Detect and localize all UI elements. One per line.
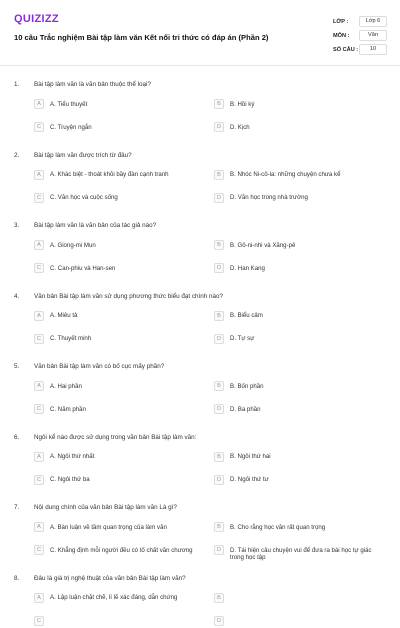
question-number: 1. xyxy=(14,81,20,88)
option-letter-box[interactable]: A xyxy=(34,522,44,532)
question-number: 4. xyxy=(14,292,20,300)
question-number: 3. xyxy=(14,222,20,229)
option-text: A. Bàn luận về tầm quan trọng của làm văn xyxy=(50,523,167,531)
option-letter-box[interactable]: A xyxy=(34,170,44,180)
question-text: Bài tập làm văn được trích từ đâu? xyxy=(34,151,132,159)
option-letter-box[interactable]: B xyxy=(214,311,224,321)
option-text: A. Giong-mi Mun xyxy=(50,241,96,249)
question-text: Ngôi kể nào được sử dụng trong văn bản Bài tập làm văn: xyxy=(34,433,197,441)
meta-subject-value: Văn xyxy=(359,30,387,41)
option-letter-box[interactable]: D xyxy=(214,545,224,555)
option-letter-box[interactable]: A xyxy=(34,593,44,603)
option-text: D. Han Kang xyxy=(230,264,265,272)
option-letter-box[interactable]: B xyxy=(214,240,224,250)
meta-count-value: 10 xyxy=(359,44,387,55)
option-letter-box[interactable]: C xyxy=(34,616,44,626)
option-text: B. Hồi ký xyxy=(230,100,255,108)
option-text: C. Khẳng định mỗi người đều có tố chất văn chương xyxy=(50,546,193,554)
option-letter-box[interactable]: D xyxy=(214,616,224,626)
option-letter-box[interactable]: C xyxy=(34,263,44,273)
option-text: C. Truyện ngắn xyxy=(50,123,92,131)
option-letter-box[interactable]: D xyxy=(214,263,224,273)
question-text: Nội dung chính của văn bản Bài tập làm văn Là gì? xyxy=(34,504,177,511)
option-text: A. Hai phần xyxy=(50,382,82,390)
option-text: B. Gô-ni-nhi và Xăng-pê xyxy=(230,241,296,249)
option-text: C. Năm phần xyxy=(50,405,86,413)
question-number: 2. xyxy=(14,151,20,159)
meta-grade xyxy=(333,16,393,28)
option-letter-box[interactable]: A xyxy=(34,311,44,321)
option-letter-box[interactable]: B xyxy=(214,593,224,603)
option-letter-box[interactable]: D xyxy=(214,193,224,203)
document-title: 10 câu Trắc nghiệm Bài tập làm văn Kết nối tri thức có đáp án (Phần 2) xyxy=(14,33,269,42)
option-letter-box[interactable]: B xyxy=(214,452,224,462)
document-header xyxy=(0,0,400,66)
question-number: 6. xyxy=(14,433,20,441)
option-letter-box[interactable]: B xyxy=(214,381,224,391)
option-letter-box[interactable]: B xyxy=(214,99,224,109)
option-letter-box[interactable]: C xyxy=(34,545,44,555)
option-text: B. Cho rằng học văn rất quan trọng xyxy=(230,523,326,531)
option-text: A. Tiểu thuyết xyxy=(50,100,88,108)
option-text: A. Khác biệt - thoát khỏi bầy đàn cạnh tranh xyxy=(50,171,169,178)
option-letter-box[interactable]: A xyxy=(34,381,44,391)
option-letter-box[interactable]: D xyxy=(214,334,224,344)
option-text: C. Ngôi thứ ba xyxy=(50,476,90,483)
question-text: Bài tập làm văn là văn bản của tác giả nào? xyxy=(34,222,157,229)
option-letter-box[interactable]: A xyxy=(34,99,44,109)
question-text: Văn bản Bài tập làm văn sử dụng phương thức biểu đạt chính nào? xyxy=(34,292,224,300)
question-text: Bài tập làm văn là văn bản thuộc thể loại? xyxy=(34,81,151,88)
option-letter-box[interactable]: C xyxy=(34,475,44,485)
meta-subject-label: MÔN : xyxy=(333,33,350,39)
question-text: Đâu là giá trị nghệ thuật của văn bản Bài tập làm văn? xyxy=(34,574,186,582)
option-letter-box[interactable]: A xyxy=(34,452,44,462)
option-text: D. Văn học trong nhà trường xyxy=(230,194,308,201)
option-text: B. Biểu cảm xyxy=(230,312,263,319)
option-text: B. Bốn phần xyxy=(230,382,264,390)
option-letter-box[interactable]: B xyxy=(214,170,224,180)
meta-count xyxy=(333,44,393,56)
option-text: B. Nhóc Ni-cô-la: những chuyện chưa kể xyxy=(230,171,341,178)
option-text: C. Thuyết minh xyxy=(50,335,92,342)
question-number: 7. xyxy=(14,504,20,511)
question-text: Văn bản Bài tập làm văn có bố cục mấy phần? xyxy=(34,363,165,370)
option-letter-box[interactable]: D xyxy=(214,404,224,414)
option-letter-box[interactable]: B xyxy=(214,522,224,532)
option-letter-box[interactable]: C xyxy=(34,404,44,414)
meta-grade-value: Lớp 6 xyxy=(359,16,387,27)
meta-grade-label: LỚP : xyxy=(333,19,349,25)
option-text: A. Lập luận chặt chẽ, lí lẽ xác đáng, dẫn chứng xyxy=(50,594,178,601)
option-text: D. Ba phần xyxy=(230,405,261,413)
option-text: D. Tái hiện câu chuyện vui để đưa ra bài học tự giác trong học tập xyxy=(230,546,372,561)
option-text: C. Can-phiu và Han-sen xyxy=(50,264,116,272)
option-text: D. Ngôi thứ tư xyxy=(230,476,269,483)
option-letter-box[interactable]: C xyxy=(34,193,44,203)
question-number: 5. xyxy=(14,363,20,370)
option-letter-box[interactable]: D xyxy=(214,475,224,485)
option-letter-box[interactable]: A xyxy=(34,240,44,250)
option-letter-box[interactable]: C xyxy=(34,122,44,132)
option-text: A. Miêu tả xyxy=(50,312,78,319)
quizizz-logo[interactable]: QUIZIZZ xyxy=(14,13,59,25)
option-text: D. Kịch xyxy=(230,123,250,131)
option-text: B. Ngôi thứ hai xyxy=(230,453,271,460)
meta-count-label: SỐ CÂU : xyxy=(333,47,359,53)
option-text: A. Ngôi thứ nhất xyxy=(50,453,95,460)
option-text: D. Tự sự xyxy=(230,335,255,342)
meta-subject xyxy=(333,30,393,42)
option-text: C. Văn học và cuộc sống xyxy=(50,194,118,201)
option-letter-box[interactable]: C xyxy=(34,334,44,344)
question-number: 8. xyxy=(14,574,20,582)
option-letter-box[interactable]: D xyxy=(214,122,224,132)
